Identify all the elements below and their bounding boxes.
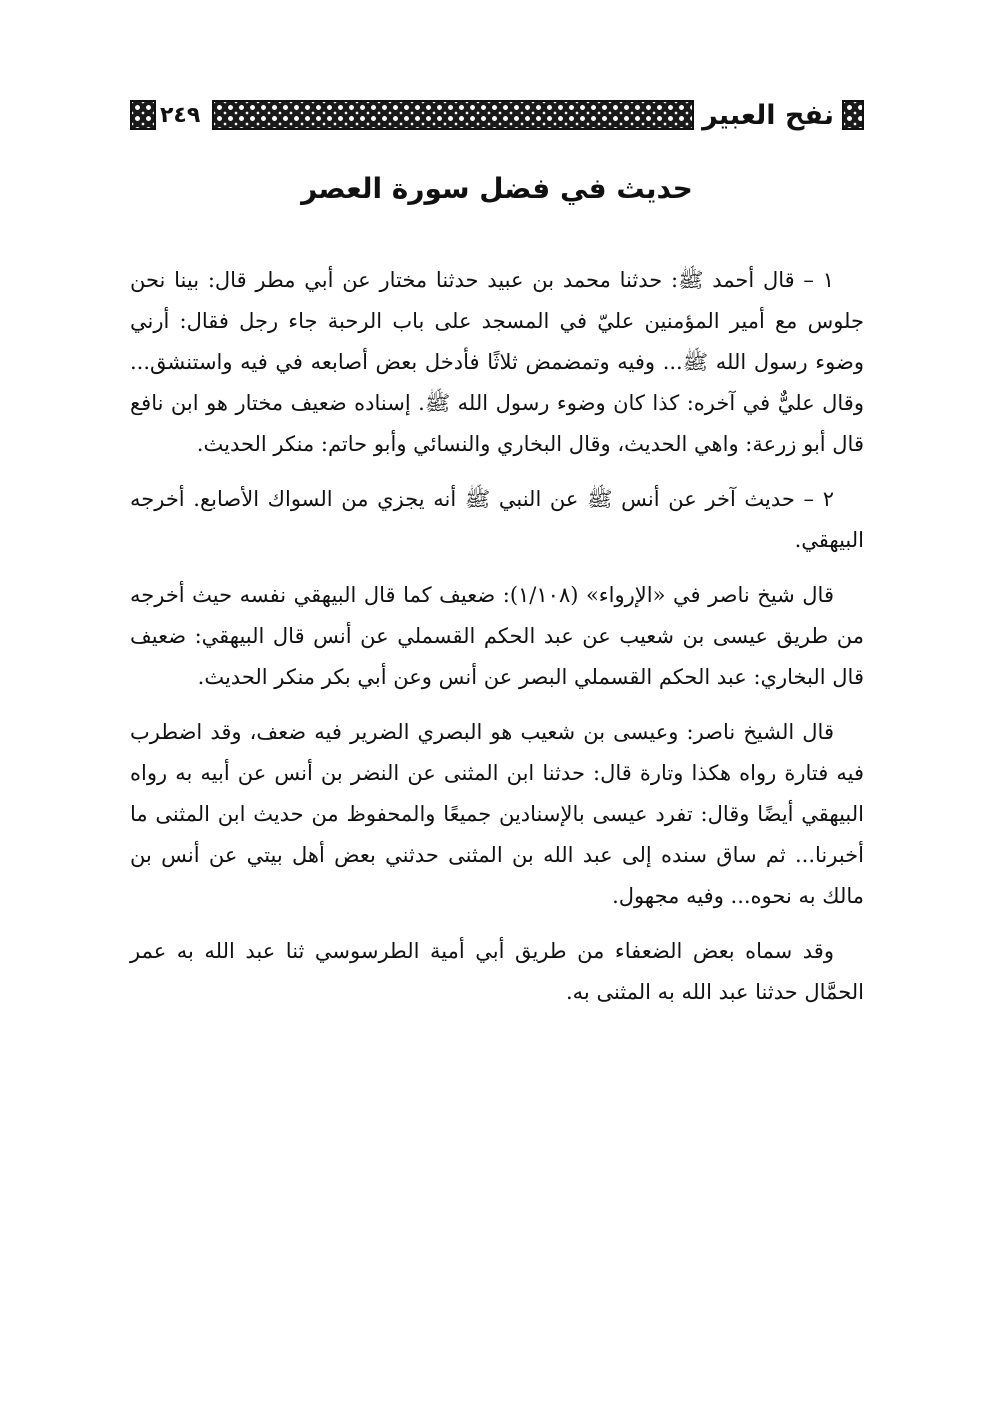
ornament-band (212, 100, 694, 130)
paragraph-5: وقد سماه بعض الضعفاء من طريق أبي أمية الطرسوسي ثنا عبد الله به عمر الحمَّال حدثنا عبد الله به المثنى به. (130, 939, 864, 1004)
book-title: نفح العبير (702, 99, 834, 131)
paragraph-3: قال شيخ ناصر في «الإرواء» (١/١٠٨): ضعيف كما قال البيهقي نفسه حيث أخرجه من طريق عيسى بن شعيب عن عبد الحكم القسملي عن أنس قال البيهقي: ضعيف قال البخاري: عبد الحكم القسملي البصر عن أنس وعن أبي بكر منكر الحديث. (130, 583, 864, 689)
body-text (130, 260, 864, 1013)
chapter-title: حديث في فضل سورة العصر (301, 172, 693, 205)
page-number: ٢٤٩ (160, 102, 201, 128)
paragraph-4: قال الشيخ ناصر: وعيسى بن شعيب هو البصري الضرير فيه ضعف، وقد اضطرب فيه فتارة رواه هكذا وتارة قال: حدثنا ابن المثنى عن النضر بن أنس عن أبيه به رواه البيهقي أيضًا وقال: تفرد عيسى بالإسنادين جميعًا والمحفوظ من حديث ابن المثنى ما أخبرنا... ثم ساق سنده إلى عبد الله بن المثنى حدثني بعض أهل بيتي عن أنس بن مالك به نحوه... وفيه مجهول. (130, 720, 864, 908)
ornament-left (130, 100, 156, 130)
paragraph-2: ٢ – حديث آخر عن أنس ﷺ عن النبي ﷺ أنه يجزي من السواك الأصابع. أخرجه البيهقي. (130, 487, 864, 552)
ornament-right (842, 100, 864, 130)
page-header (130, 94, 864, 136)
paragraph-1: ١ – قال أحمد ﷺ: حدثنا محمد بن عبيد حدثنا مختار عن أبي مطر قال: بينا نحن جلوس مع أمير المؤمنين عليّ في المسجد على باب الرحبة جاء رجل فقال: أرني وضوء رسول الله ﷺ... وفيه وتمضمض ثلاثًا فأدخل بعض أصابعه في فيه واستنشق... وقال عليٌّ في آخره: كذا كان وضوء رسول الله ﷺ. إسناده ضعيف مختار هو ابن نافع قال أبو زرعة: واهي الحديث، وقال البخاري والنسائي وأبو حاتم: منكر الحديث. (130, 268, 864, 456)
